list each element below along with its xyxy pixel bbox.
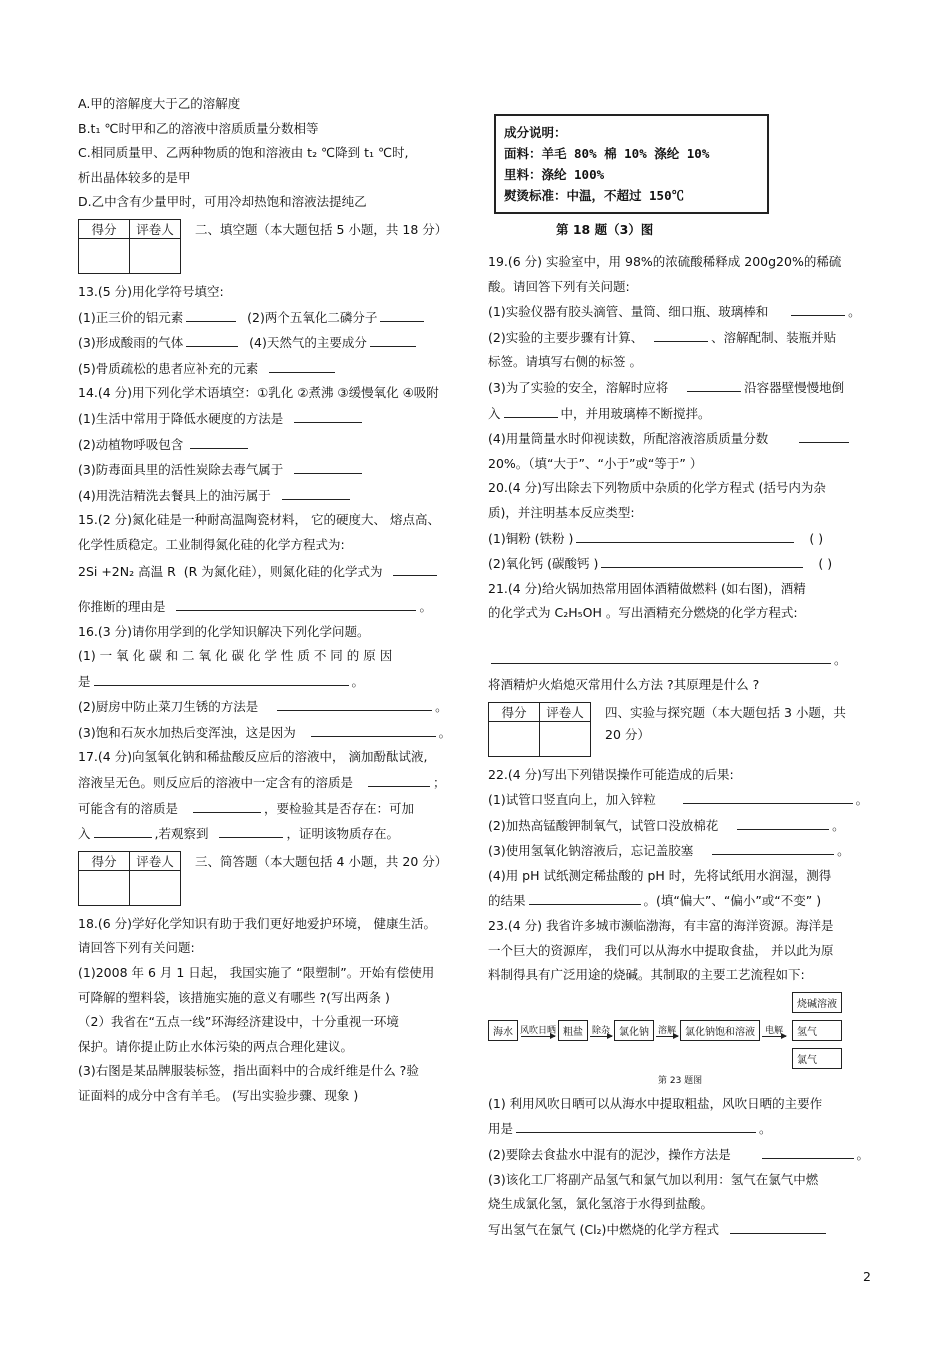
answer-blank[interactable]	[94, 825, 152, 838]
q16-1b: 是 。	[78, 673, 365, 689]
grader-cell[interactable]	[130, 238, 181, 273]
q16-1a: (1) 一 氧 化 碳 和 二 氧 化 碳 化 学 性 质 不 同 的 原 因	[78, 648, 393, 664]
q19-3: (3)为了实验的安全，溶解时应将 沿容器壁慢慢地倒	[488, 379, 845, 395]
answer-blank[interactable]	[791, 303, 845, 316]
grader-cell[interactable]	[540, 721, 591, 756]
section-3-header	[78, 851, 462, 906]
answer-blank[interactable]	[712, 842, 834, 855]
section-3-title: 三、简答题（本大题包括 4 小题，共 20 分）	[195, 853, 448, 869]
answer-blank[interactable]	[94, 673, 349, 686]
q13-row2: (3)形成酸雨的气体 (4)天然气的主要成分	[78, 334, 462, 351]
q13-row1: (1)正三价的铝元素 (2)两个五氧化二磷分子	[78, 309, 462, 326]
q19-2c: 标签。请填写右侧的标签 。	[488, 354, 642, 370]
option-c-line2: 析出晶体较多的是甲	[78, 169, 191, 185]
answer-blank[interactable]	[311, 724, 436, 737]
answer-blank[interactable]	[190, 436, 248, 449]
q22: 22.(4 分)写出下列错误操作可能造成的后果:	[488, 766, 734, 782]
q16: 16.(3 分)请你用学到的化学知识解决下列化学问题。	[78, 623, 370, 639]
score-label: 得分	[79, 851, 130, 870]
answer-blank[interactable]	[186, 309, 236, 322]
score-cell[interactable]	[79, 238, 130, 273]
flow-box-crude-salt: 粗盐	[558, 1020, 588, 1041]
page-number: 2	[863, 1269, 871, 1284]
option-d: D.乙中含有少量甲时，可用冷却热饱和溶液法提纯乙	[78, 194, 367, 210]
q14-1: (1)生活中常用于降低水硬度的方法是	[78, 410, 462, 427]
score-label: 得分	[79, 219, 130, 238]
answer-blank[interactable]	[193, 800, 261, 813]
q19-2: (2)实验的主要步骤有计算、 、溶解配制、装瓶并贴	[488, 329, 837, 345]
answer-blank[interactable]	[737, 817, 829, 830]
grader-label: 评卷人	[130, 851, 181, 870]
answer-blank[interactable]	[368, 774, 430, 787]
q13-row3: (5)骨质疏松的患者应补充的元素	[78, 360, 462, 377]
q20-2: (2)氧化钙 (碳酸钙 ) ( )	[488, 556, 833, 572]
score-cell[interactable]	[489, 721, 540, 756]
answer-blank[interactable]	[294, 461, 362, 474]
answer-blank[interactable]	[654, 329, 708, 342]
q23-line3: 料制得具有广泛用途的烧碱。其制取的主要工艺流程如下:	[488, 967, 805, 983]
answer-blank[interactable]	[491, 651, 831, 664]
q19-4: (4)用量筒量水时仰视读数，所配溶液溶质质量分数	[488, 430, 870, 447]
q23-2: (2)要除去食盐水中混有的泥沙，操作方法是 。	[488, 1147, 870, 1163]
q23-3c: 写出氢气在氯气 (Cl₂)中燃烧的化学方程式	[488, 1221, 870, 1238]
q22-1: (1)试管口竖直向上，加入锌粒 。	[488, 792, 869, 808]
q19-line1: 19.(6 分) 实验室中，用 98%的浓硫酸稀释成 200g20%的稀硫	[488, 254, 842, 269]
q15-equation-text: 2Si +2N₂ 高温 R	[78, 563, 176, 579]
answer-blank[interactable]	[393, 563, 437, 576]
q20-line2: 质)，并注明基本反应类型:	[488, 504, 635, 520]
q18-line1: 18.(6 分)学好化学知识有助于我们更好地爱护环境， 健康生活。	[78, 915, 437, 931]
answer-blank[interactable]	[282, 487, 350, 500]
score-cell[interactable]	[79, 870, 130, 905]
q21-line1: 21.(4 分)给火锅加热常用固体酒精做燃料 (如右图)，酒精	[488, 580, 806, 596]
answer-blank[interactable]	[277, 698, 432, 711]
reaction-type-blank[interactable]: ( )	[818, 556, 833, 572]
q23-1b: 用是 。	[488, 1121, 772, 1137]
q18-1b: 可降解的塑料袋，该措施实施的意义有哪些 ?(写出两条 )	[78, 989, 390, 1005]
q20-line1: 20.(4 分)写出除去下列物质中杂质的化学方程式 (括号内为杂	[488, 480, 826, 496]
flow-arrow: 溶解	[658, 1026, 677, 1037]
q19-1: (1)实验仪器有胶头滴管、量筒、细口瓶、玻璃棒和 。	[488, 304, 861, 320]
answer-blank[interactable]	[601, 555, 803, 568]
answer-blank[interactable]	[730, 1221, 826, 1234]
option-a: A.甲的溶解度大于乙的溶解度	[78, 96, 241, 111]
flowchart-caption: 第 23 题图	[658, 1075, 703, 1086]
grader-label: 评卷人	[540, 702, 591, 721]
q17-line2: 溶液呈无色。则反应后的溶液中一定含有的溶质是 ；	[78, 775, 446, 791]
q20-1: (1)铜粉 (铁粉 ) ( )	[488, 530, 824, 546]
q18-line2: 请回答下列有关问题:	[78, 940, 195, 956]
flow-box-solution: 氯化钠饱和溶液	[680, 1020, 760, 1041]
q18-2a: （2）我省在“五点一线”环海经济建设中，十分重视一环境	[78, 1014, 399, 1030]
section-4-title: 四、实验与探究题（本大题包括 3 小题，共 20 分）	[605, 704, 846, 742]
tag-line: 熨烫标准：中温，不超过 150℃	[504, 188, 685, 203]
answer-blank[interactable]	[176, 598, 416, 611]
q22-2: (2)加热高锰酸钾制氧气，试管口没放棉花 。	[488, 817, 845, 833]
q15-equation: 2Si +2N₂ 高温 R (R 为氮化硅），则氮化硅的化学式为	[78, 563, 462, 580]
q19-4b: 20%。（填“大于”、“小于”或“等于” ）	[488, 455, 703, 471]
q15-line2: 化学性质稳定。工业制得氮化硅的化学方程式为:	[78, 536, 345, 552]
q17-line3: 可能含有的溶质是 ，要检验其是否存在：可加	[78, 800, 414, 816]
reaction-type-blank[interactable]: ( )	[809, 530, 824, 546]
flow-box-caustic-soda: 烧碱溶液	[792, 992, 842, 1013]
q16-3: (3)饱和石灰水加热后变浑浊，这是因为 。	[78, 724, 452, 740]
answer-blank[interactable]	[687, 379, 741, 392]
q18-1a: (1)2008 年 6 月 1 日起， 我国实施了 “限塑制”。开始有偿使用	[78, 965, 435, 981]
flow-arrow: 风吹日晒	[520, 1026, 557, 1037]
section-4-header	[488, 702, 870, 757]
q14: 14.(4 分)用下列化学术语填空：①乳化 ②煮沸 ③缓慢氧化 ④吸附	[78, 385, 439, 401]
score-label: 得分	[489, 702, 540, 721]
q22-4b: 的结果 。(填“偏大”、“偏小”或“不变” )	[488, 893, 822, 909]
q18-2b: 保护。请你提止防止水体污染的两点合理化建议。	[78, 1038, 354, 1054]
q21-line2: 的化学式为 C₂H₅OH 。写出酒精充分燃烧的化学方程式:	[488, 605, 798, 621]
option-b: B.t₁ ℃时甲和乙的溶液中溶质质量分数相等	[78, 120, 319, 136]
q14-4: (4)用洗洁精洗去餐具上的油污属于	[78, 487, 462, 504]
q18-3b: 证面料的成分中含有羊毛。 (写出实验步骤、现象 )	[78, 1088, 359, 1103]
q21-equation: 。	[488, 651, 870, 668]
answer-blank[interactable]	[576, 530, 794, 543]
answer-blank[interactable]	[504, 405, 558, 418]
answer-blank[interactable]	[370, 334, 416, 347]
flow-box-chlorine: 氯气	[792, 1048, 842, 1069]
q23-line1: 23.(4 分) 我省许多城市濒临渤海，有丰富的海洋资源。海洋是	[488, 918, 834, 934]
answer-blank[interactable]	[269, 360, 335, 373]
figure-caption: 第 18 题（3）图	[556, 222, 654, 237]
answer-blank[interactable]	[529, 892, 641, 905]
q15-reason: 你推断的理由是 。	[78, 598, 432, 614]
flow-arrow: 除杂	[592, 1026, 611, 1037]
q19-line2: 酸。请回答下列有关问题:	[488, 278, 630, 294]
q17-line4: 入 ,若观察到 ，证明该物质存在。	[78, 826, 399, 842]
score-box	[78, 851, 181, 906]
answer-blank[interactable]	[219, 825, 283, 838]
tag-line: 成分说明：	[504, 125, 567, 140]
flow-box-hydrogen: 氢气	[792, 1020, 842, 1041]
clothing-label-figure	[494, 114, 769, 214]
grader-label: 评卷人	[130, 219, 181, 238]
q23-3b: 烧生成氯化氢，氯化氢溶于水得到盐酸。	[488, 1196, 714, 1212]
answer-blank[interactable]	[683, 791, 853, 804]
answer-blank[interactable]	[186, 334, 238, 347]
flow-box-seawater: 海水	[488, 1020, 518, 1041]
q18-3a: (3)右图是某品牌服装标签，指出面料中的合成纤维是什么 ?验	[78, 1063, 419, 1079]
score-box	[488, 702, 591, 757]
q15-line1: 15.(2 分)氮化硅是一种耐高温陶瓷材料， 它的硬度大、 熔点高、	[78, 512, 441, 528]
right-column	[488, 114, 870, 1246]
tag-line: 里料：涤纶 100%	[504, 167, 605, 182]
flow-box-nacl: 氯化钠	[614, 1020, 654, 1041]
grader-cell[interactable]	[130, 870, 181, 905]
score-box	[78, 219, 181, 274]
option-c-line1: C.相同质量甲、乙两种物质的饱和溶液由 t₂ ℃降到 t₁ ℃时,	[78, 145, 409, 161]
q23-line2: 一个巨大的资源库， 我们可以从海水中提取食盐， 并以此为原	[488, 942, 834, 958]
answer-blank[interactable]	[380, 309, 424, 322]
q23-3a: (3)该化工厂将副产品氢气和氯气加以利用：氢气在氯气中燃	[488, 1171, 819, 1187]
q13: 13.(5 分)用化学符号填空:	[78, 283, 224, 299]
q17-line1: 17.(4 分)向氢氧化钠和稀盐酸反应后的溶液中， 滴加酚酞试液,	[78, 749, 428, 765]
answer-blank[interactable]	[516, 1120, 756, 1133]
q14-3: (3)防毒面具里的活性炭除去毒气属于	[78, 461, 462, 478]
process-flowchart	[488, 992, 870, 1069]
section-2-header	[78, 219, 462, 274]
q22-4a: (4)用 pH 试纸测定稀盐酸的 pH 时，先将试纸用水润湿，测得	[488, 867, 832, 883]
section-2-title: 二、填空题（本大题包括 5 小题，共 18 分）	[195, 221, 448, 237]
q16-2: (2)厨房中防止菜刀生锈的方法是 。	[78, 699, 448, 715]
q19-3c: 入 中，并用玻璃棒不断搅拌。	[488, 405, 711, 421]
answer-blank[interactable]	[799, 430, 849, 443]
q21-line3: 将酒精炉火焰熄灭常用什么方法 ?其原理是什么 ?	[488, 676, 760, 692]
flow-outputs	[792, 992, 842, 1069]
q22-3: (3)使用氢氧化钠溶液后，忘记盖胶塞 。	[488, 843, 850, 859]
tag-line: 面料：羊毛 80% 棉 10% 涤纶 10%	[504, 146, 710, 161]
answer-blank[interactable]	[762, 1146, 854, 1159]
q14-2: (2)动植物呼吸包含	[78, 436, 462, 453]
flow-arrow: 电解	[762, 1023, 786, 1037]
answer-blank[interactable]	[294, 410, 362, 423]
left-column	[78, 96, 462, 1113]
q23-1a: (1) 利用风吹日晒可以从海水中提取粗盐，风吹日晒的主要作	[488, 1095, 823, 1111]
